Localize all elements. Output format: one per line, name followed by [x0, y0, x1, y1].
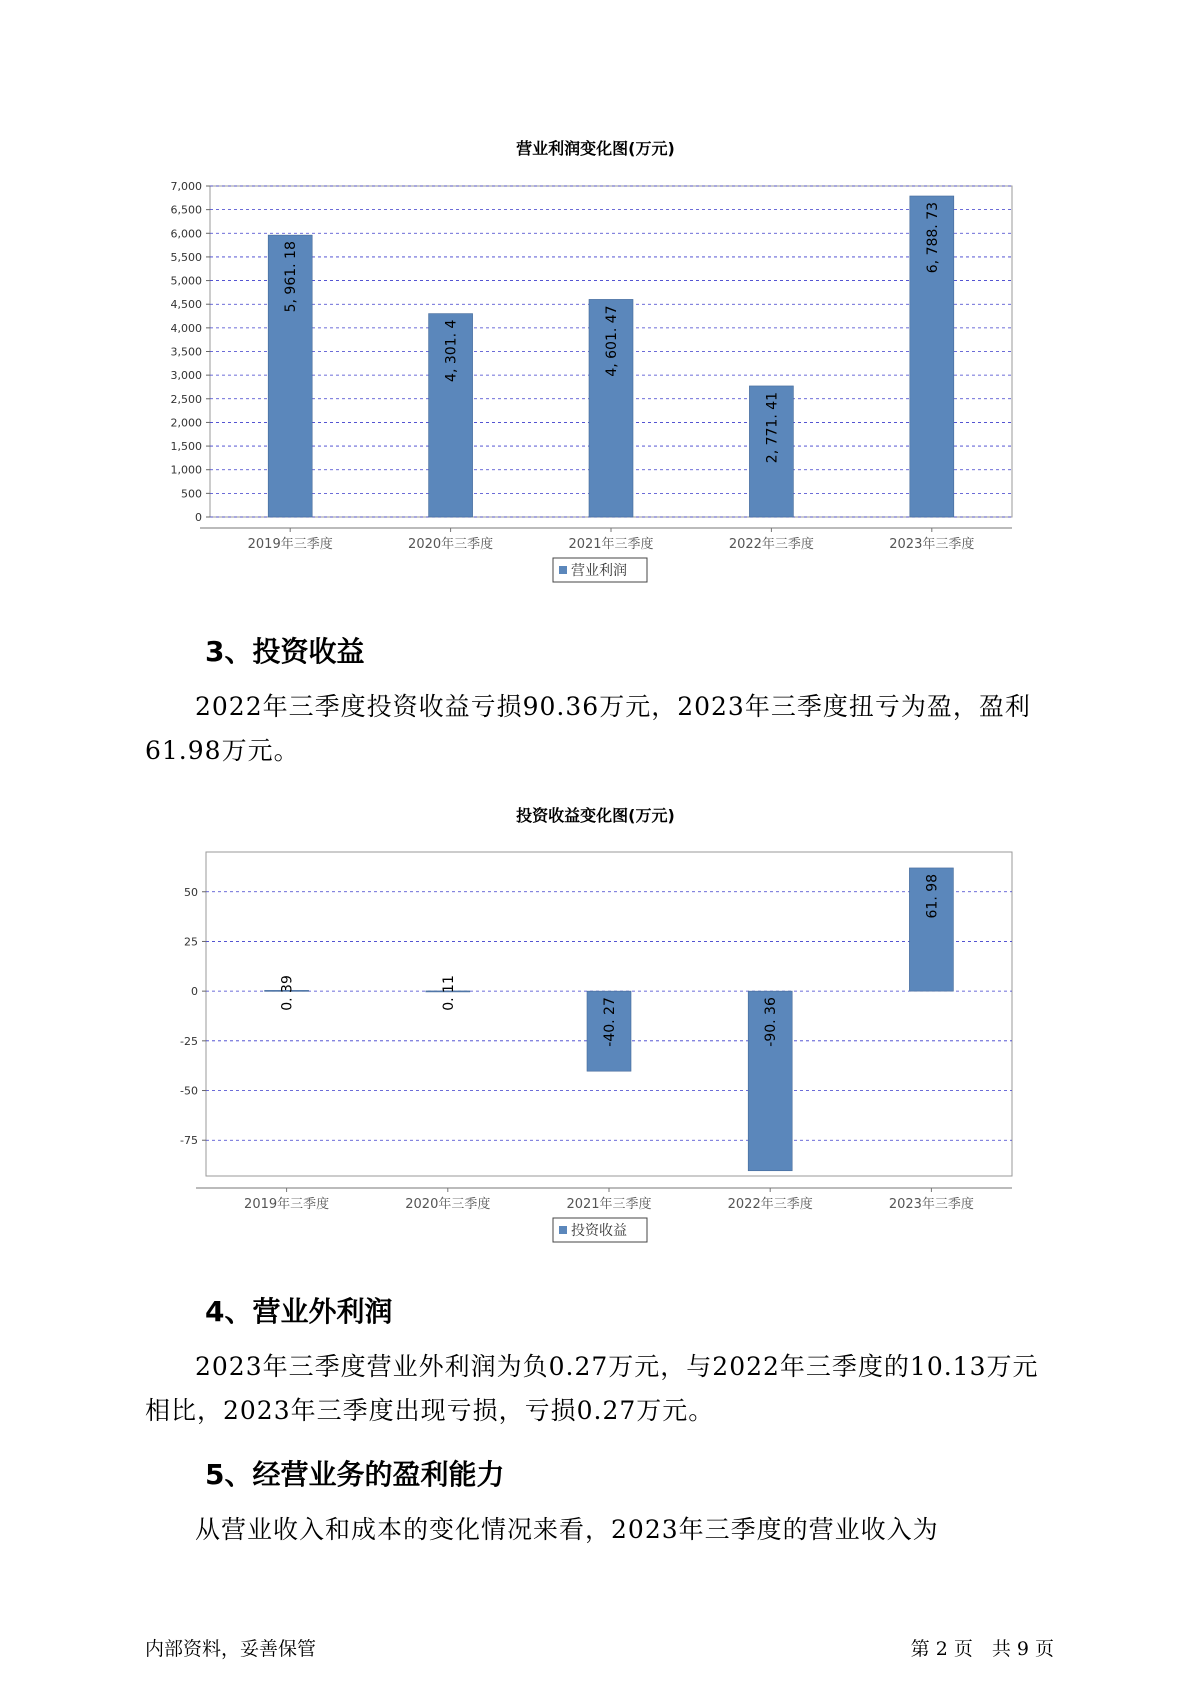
y-tick-label: -75	[180, 1134, 198, 1148]
y-tick-label: 5,000	[170, 274, 202, 288]
legend	[553, 1218, 647, 1242]
y-tick-label: 2,500	[170, 392, 202, 406]
data-label: 2, 771. 41	[764, 391, 781, 464]
x-tick-label: 2021年三季度	[568, 537, 654, 552]
y-tick-label: 6,000	[170, 227, 202, 241]
legend-swatch	[559, 566, 567, 574]
x-tick-label: 2020年三季度	[405, 1197, 491, 1212]
x-tick-label: 2021年三季度	[566, 1197, 652, 1212]
data-label: 4, 301. 4	[443, 319, 460, 382]
y-tick-label: 0	[195, 511, 202, 524]
data-label: 6, 788. 73	[924, 201, 941, 274]
y-tick-label: 3,500	[170, 345, 202, 359]
legend	[553, 558, 647, 582]
data-label: 0. 39	[279, 975, 296, 1011]
x-tick-label: 2023年三季度	[889, 537, 975, 552]
section5-heading: 5、经营业务的盈利能力	[205, 1458, 505, 1491]
footer-confidential-note: 内部资料，妥善保管	[145, 1638, 317, 1660]
chart2-title: 投资收益变化图(万元)	[516, 806, 675, 825]
x-tick-label: 2023年三季度	[888, 1197, 974, 1212]
data-label: 4, 601. 47	[604, 305, 620, 377]
x-tick-label: 2022年三季度	[727, 1197, 813, 1212]
data-label: 0. 11	[440, 975, 457, 1011]
y-tick-label: 4,500	[170, 298, 202, 312]
y-tick-label: 1,000	[170, 463, 202, 477]
legend-swatch	[559, 1226, 567, 1234]
operating-profit-chart	[0, 160, 1191, 579]
data-label: -40. 27	[602, 997, 618, 1047]
investment-income-chart	[0, 830, 1191, 1250]
y-tick-label: -50	[180, 1084, 198, 1098]
y-tick-label: 2,000	[170, 416, 202, 430]
y-tick-label: 500	[181, 487, 202, 501]
section4-heading: 4、营业外利润	[205, 1295, 393, 1328]
y-tick-label: 6,500	[170, 203, 202, 217]
y-tick-label: 5,500	[170, 250, 202, 264]
y-tick-label: -25	[180, 1034, 198, 1048]
x-tick-label: 2019年三季度	[247, 537, 333, 552]
data-label: -90. 36	[763, 997, 780, 1047]
y-tick-label: 1,500	[170, 440, 202, 454]
x-tick-label: 2022年三季度	[728, 537, 814, 552]
y-tick-label: 3,000	[170, 369, 202, 383]
data-label: 5, 961. 18	[283, 241, 300, 313]
section5-paragraph: 从营业收入和成本的变化情况来看，2023年三季度的营业收入为	[195, 1515, 939, 1544]
section3-heading: 3、投资收益	[205, 635, 365, 668]
section4-paragraph: 2023年三季度营业外利润为负0.27万元，与2022年三季度的10.13万元相比，2023年三季度出现亏损，亏损0.27万元。	[145, 1352, 1039, 1425]
chart1-title: 营业利润变化图(万元)	[516, 139, 675, 158]
legend-label: 营业利润	[571, 563, 627, 579]
y-tick-label: 25	[184, 935, 198, 949]
y-tick-label: 0	[191, 985, 198, 999]
section3-paragraph: 2022年三季度投资收益亏损90.36万元，2023年三季度扭亏为盈，盈利61.98万元。	[145, 692, 1031, 765]
data-label: 61. 98	[924, 873, 941, 919]
footer-page-number: 第 2 页 共 9 页	[910, 1638, 1054, 1660]
y-tick-label: 7,000	[170, 180, 202, 193]
y-tick-label: 4,000	[170, 321, 202, 335]
legend-label: 投资收益	[571, 1223, 627, 1239]
y-tick-label: 50	[184, 885, 198, 899]
x-tick-label: 2020年三季度	[408, 537, 494, 552]
x-tick-label: 2019年三季度	[244, 1197, 330, 1212]
